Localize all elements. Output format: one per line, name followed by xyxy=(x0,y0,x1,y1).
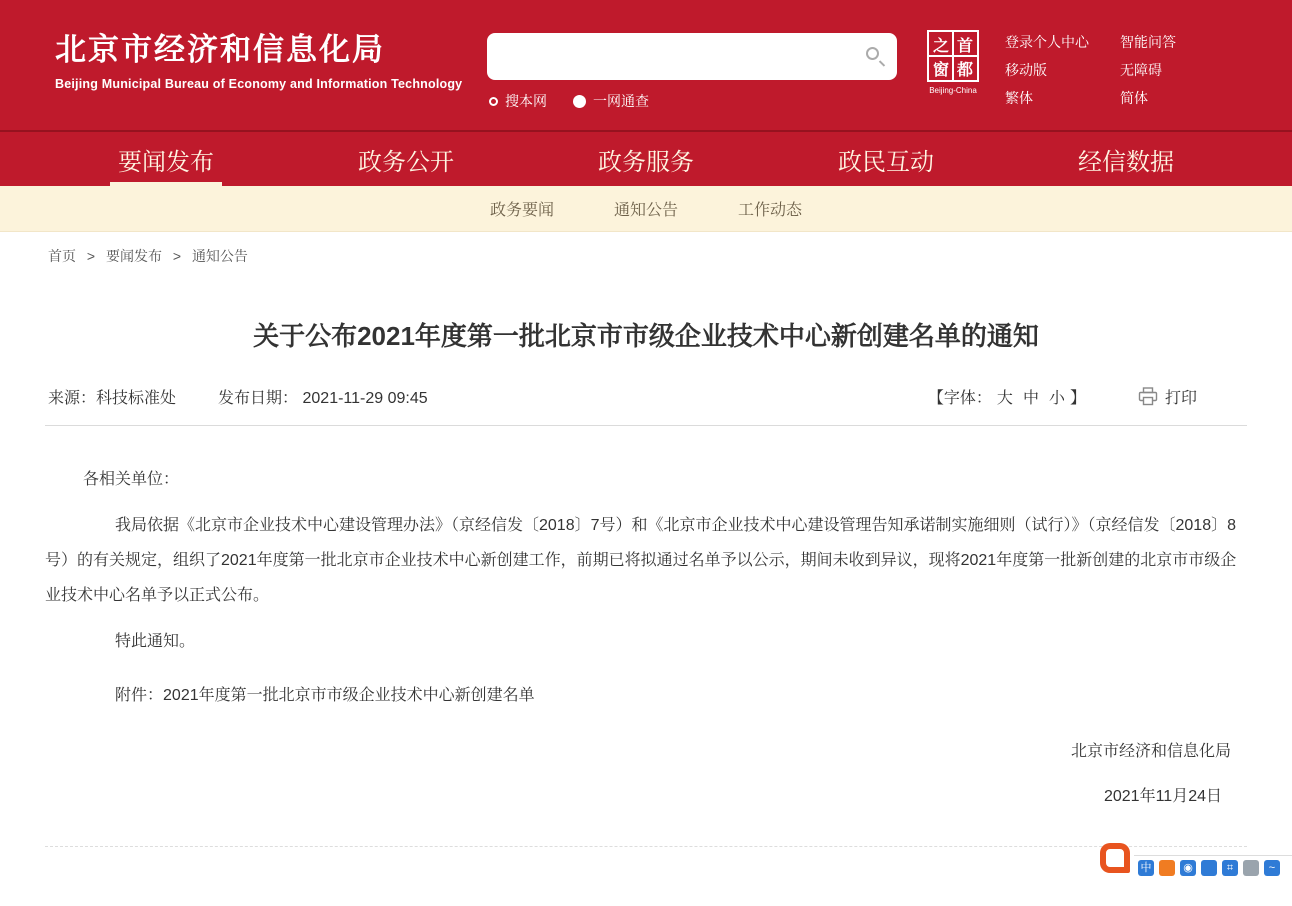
notice-line: 特此通知。 xyxy=(115,633,196,650)
attachment-label: 附件： xyxy=(115,687,164,704)
greeting-line: 各相关单位： xyxy=(83,471,180,488)
capital-char: 之 xyxy=(929,32,953,56)
source-value: 科技标准处 xyxy=(96,390,177,407)
page-title: 关于公布2021年度第一批北京市市级企业技术中心新创建名单的通知 xyxy=(253,321,1039,351)
printer-icon xyxy=(1138,387,1158,406)
font-size-label: 【字体： xyxy=(927,390,992,407)
header-links xyxy=(1005,32,1176,108)
nav-item-gov-open[interactable] xyxy=(286,132,526,186)
signature-date: 2021年11月24日 xyxy=(1103,788,1222,805)
breadcrumb-notices[interactable]: 通知公告 xyxy=(191,248,248,264)
source-label: 来源： xyxy=(48,390,97,407)
capital-char: 都 xyxy=(953,56,977,80)
publish-date-label: 发布日期： xyxy=(218,390,299,407)
breadcrumb-home[interactable]: 首页 xyxy=(48,248,76,264)
nav-item-gov-service[interactable] xyxy=(526,132,766,186)
search-input[interactable] xyxy=(487,33,897,80)
link-mobile-version[interactable]: 移动版 xyxy=(1005,62,1047,78)
weibo-bird-icon[interactable]: ~ xyxy=(1264,860,1280,876)
site-logo[interactable] xyxy=(55,24,462,91)
link-smart-qa[interactable]: 智能问答 xyxy=(1120,34,1176,50)
bottom-dashed-divider xyxy=(45,846,1247,847)
search-option-site-label: 搜本网 xyxy=(505,93,547,109)
radio-dot-icon xyxy=(573,95,586,108)
nav-item-news[interactable] xyxy=(46,132,286,186)
link-accessibility[interactable]: 无障碍 xyxy=(1120,62,1162,78)
radio-ring-icon xyxy=(489,97,498,106)
site-header xyxy=(0,0,1292,130)
subnav-item-work-updates[interactable]: 工作动态 xyxy=(738,202,803,219)
breadcrumb xyxy=(48,246,1292,266)
circle-face-icon[interactable]: ◉ xyxy=(1180,860,1196,876)
active-tab-underline xyxy=(110,182,222,186)
nav-item-label: 经信数据 xyxy=(1078,148,1174,176)
search-icon[interactable] xyxy=(866,47,879,60)
nav-item-interaction[interactable] xyxy=(766,132,1006,186)
breadcrumb-news[interactable]: 要闻发布 xyxy=(105,248,162,264)
font-size-large-button[interactable]: 大 xyxy=(996,390,1013,407)
pin-person-icon[interactable] xyxy=(1201,860,1217,876)
print-label: 打印 xyxy=(1164,390,1197,407)
link-login-center[interactable]: 登录个人中心 xyxy=(1005,34,1089,50)
site-title: 北京市经济和信息化局 xyxy=(55,32,385,67)
body-paragraph: 我局依据《北京市企业技术中心建设管理办法》（京经信发〔2018〕7号）和《北京市企业技术中心建设管理告知承诺制实施细则（试行）》（京经信发〔2018〕8号）的有关规定，组织了2021年度第一批北京市企业技术中心新创建工作，前期已将拟通过名单予以公示，期间未收到异议，现将2021年度第一批新创建的北京市市级企业技术中心名单予以正式公布。 xyxy=(45,517,1237,604)
capital-window-grid-icon xyxy=(927,30,979,82)
article xyxy=(45,316,1247,847)
meta-left xyxy=(45,385,428,408)
nav-item-label: 要闻发布 xyxy=(118,148,214,176)
nav-item-label: 政务服务 xyxy=(598,148,694,176)
main-nav xyxy=(0,130,1292,186)
search-option-site[interactable] xyxy=(489,91,547,111)
search-option-network[interactable] xyxy=(573,91,649,111)
subnav-item-gov-news[interactable]: 政务要闻 xyxy=(489,202,554,219)
search-scope-options xyxy=(489,91,649,111)
site-subtitle: Beijing Municipal Bureau of Economy and Information Technology xyxy=(55,77,463,91)
font-size-controls xyxy=(928,385,1086,408)
breadcrumb-separator: > xyxy=(172,248,182,264)
cn-share-icon[interactable]: 中 xyxy=(1138,860,1154,876)
nav-item-label: 政民互动 xyxy=(838,148,934,176)
nav-item-data[interactable] xyxy=(1006,132,1246,186)
link-simplified[interactable]: 简体 xyxy=(1120,90,1148,106)
nav-item-label: 政务公开 xyxy=(358,148,454,176)
font-size-medium-button[interactable]: 中 xyxy=(1022,390,1039,407)
person-orange-icon[interactable] xyxy=(1159,860,1175,876)
meta-right xyxy=(928,385,1197,408)
attachment-link[interactable]: 2021年度第一批北京市市级企业技术中心新创建名单 xyxy=(163,687,535,704)
share-widget xyxy=(1100,843,1292,906)
meta-divider xyxy=(45,425,1247,426)
font-size-label-close: 】 xyxy=(1069,390,1086,407)
share-icon-strip xyxy=(1134,855,1292,906)
article-body xyxy=(45,462,1247,814)
attachment-line xyxy=(45,678,1247,713)
publish-date-value: 2021-11-29 09:45 xyxy=(302,390,428,407)
capital-char: 首 xyxy=(953,32,977,56)
search-box xyxy=(487,33,897,80)
sub-nav xyxy=(0,186,1292,232)
article-meta xyxy=(45,385,1247,408)
person-gray-icon[interactable] xyxy=(1243,860,1259,876)
capital-window-logo[interactable] xyxy=(924,30,982,95)
search-option-network-label: 一网通查 xyxy=(593,93,649,109)
capital-char: 窗 xyxy=(929,56,953,80)
print-button[interactable] xyxy=(1138,385,1197,408)
breadcrumb-separator: > xyxy=(86,248,96,264)
font-size-small-button[interactable]: 小 xyxy=(1048,390,1065,407)
capital-caption: Beijing-China xyxy=(929,86,977,95)
subnav-item-notices[interactable]: 通知公告 xyxy=(613,202,678,219)
link-traditional[interactable]: 繁体 xyxy=(1005,90,1033,106)
signature: 北京市经济和信息化局 xyxy=(1070,743,1231,760)
grid-icon[interactable]: ⌗ xyxy=(1222,860,1238,876)
